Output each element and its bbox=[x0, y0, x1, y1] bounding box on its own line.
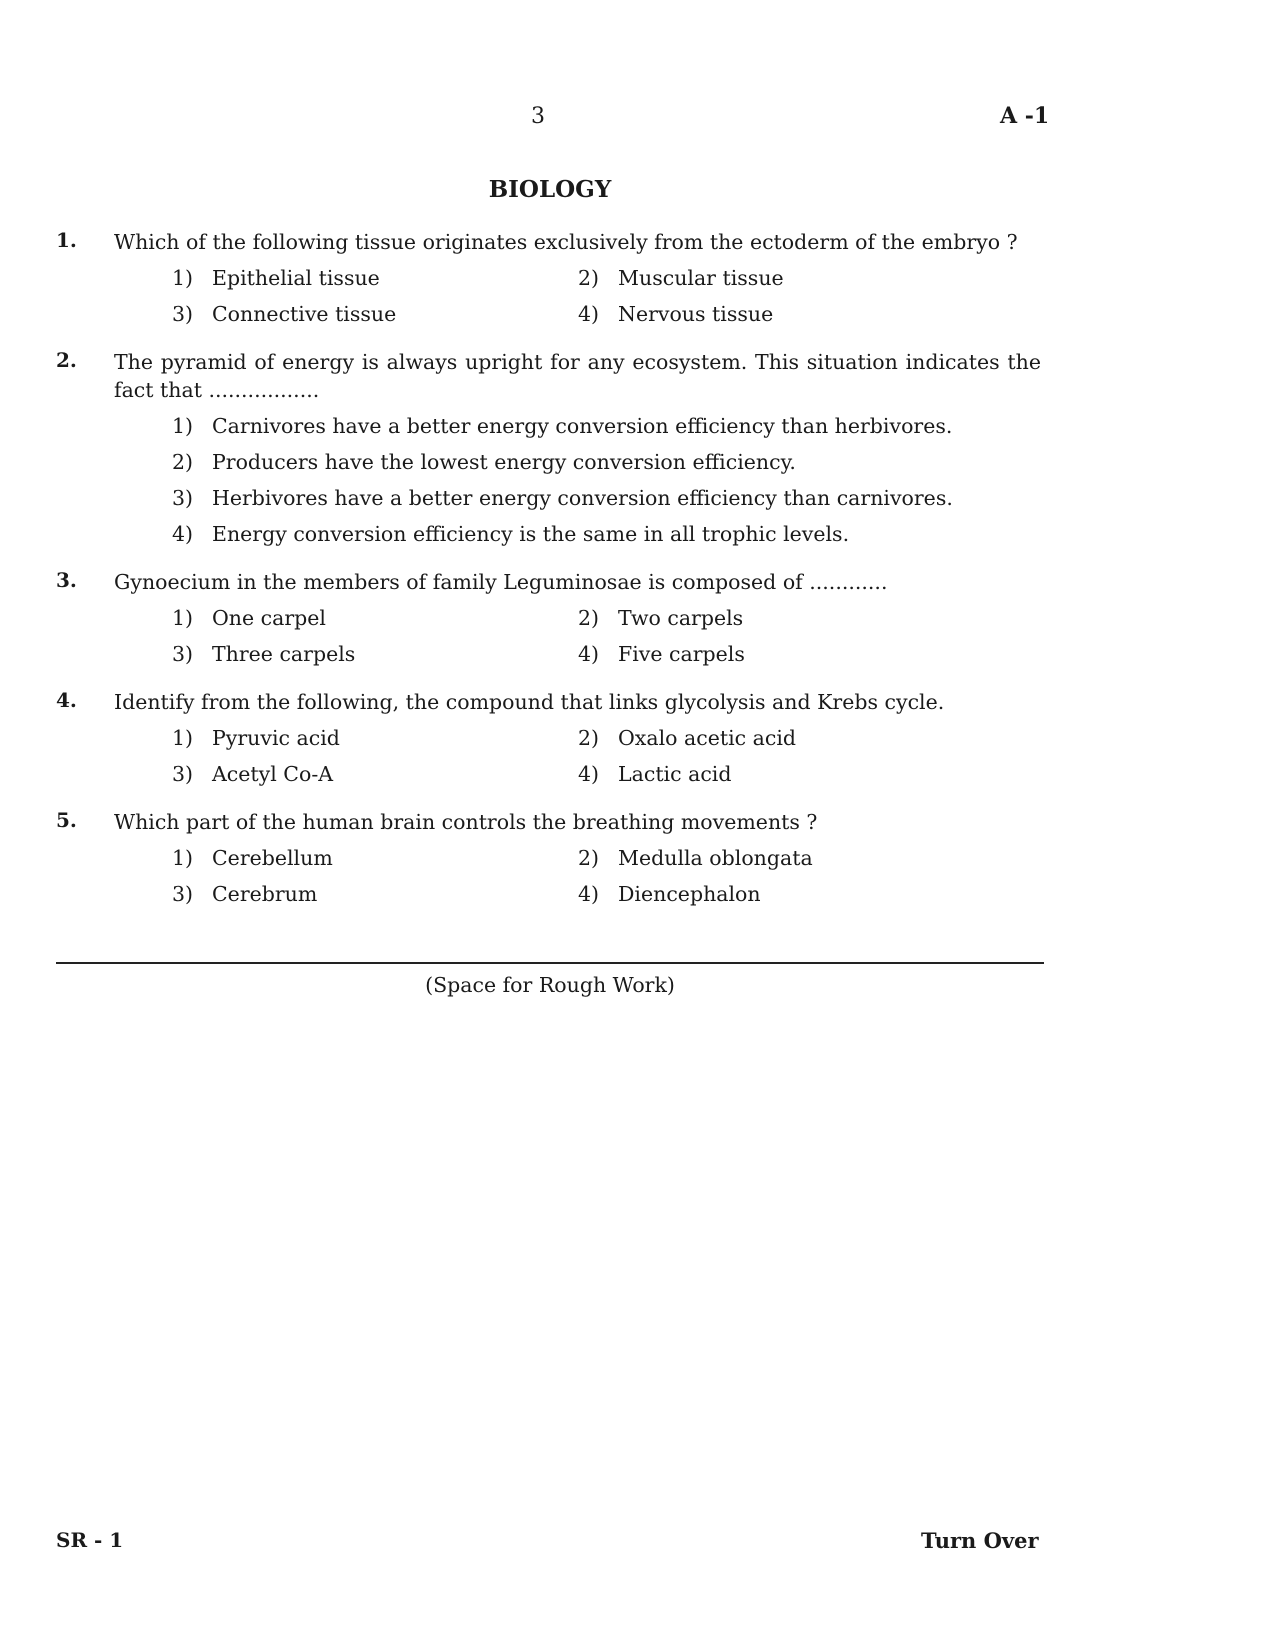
question-number: 1. bbox=[56, 228, 77, 252]
option-text: Cerebrum bbox=[212, 882, 318, 906]
option-2 bbox=[578, 844, 978, 872]
question-1 bbox=[56, 228, 1041, 328]
option-number: 2) bbox=[578, 266, 600, 290]
option-number: 2) bbox=[578, 846, 600, 870]
question-4 bbox=[56, 688, 1041, 788]
option-text: Pyruvic acid bbox=[212, 726, 340, 750]
option-number: 2) bbox=[172, 450, 194, 474]
option-text: Herbivores have a better energy conversion efficiency than carnivores. bbox=[212, 486, 953, 510]
option-2 bbox=[172, 448, 1041, 476]
option-3 bbox=[172, 300, 578, 328]
option-text: Cerebellum bbox=[212, 846, 333, 870]
series-code: SR - 1 bbox=[56, 1528, 124, 1552]
option-text: Medulla oblongata bbox=[618, 846, 813, 870]
options bbox=[172, 604, 1041, 668]
option-text: Nervous tissue bbox=[618, 302, 774, 326]
option-number: 2) bbox=[578, 726, 600, 750]
options bbox=[172, 724, 1041, 788]
option-number: 2) bbox=[578, 606, 600, 630]
option-number: 4) bbox=[578, 302, 600, 326]
option-number: 3) bbox=[172, 882, 194, 906]
question-5 bbox=[56, 808, 1041, 908]
option-4 bbox=[578, 300, 978, 328]
rough-work-label: (Space for Rough Work) bbox=[425, 973, 675, 997]
option-number: 1) bbox=[172, 846, 194, 870]
option-text: One carpel bbox=[212, 606, 326, 630]
option-2 bbox=[578, 724, 978, 752]
option-text: Lactic acid bbox=[618, 762, 732, 786]
option-text: Energy conversion efficiency is the same in all trophic levels. bbox=[212, 522, 850, 546]
option-text: Connective tissue bbox=[212, 302, 397, 326]
option-text: Diencephalon bbox=[618, 882, 761, 906]
option-4 bbox=[578, 760, 978, 788]
turn-over-label: Turn Over bbox=[921, 1528, 1039, 1553]
option-number: 4) bbox=[578, 642, 600, 666]
question-text: The pyramid of energy is always upright for any ecosystem. This situation indicates the fact that ................. bbox=[114, 350, 1041, 402]
rough-work-divider bbox=[56, 962, 1044, 964]
option-text: Epithelial tissue bbox=[212, 266, 380, 290]
option-number: 3) bbox=[172, 302, 194, 326]
options bbox=[172, 412, 1041, 548]
question-number: 3. bbox=[56, 568, 77, 592]
option-4 bbox=[578, 640, 978, 668]
option-text: Muscular tissue bbox=[618, 266, 784, 290]
question-3 bbox=[56, 568, 1041, 668]
question-number: 4. bbox=[56, 688, 77, 712]
option-text: Oxalo acetic acid bbox=[618, 726, 797, 750]
option-4 bbox=[578, 880, 978, 908]
subject-title: BIOLOGY bbox=[488, 176, 612, 203]
option-number: 1) bbox=[172, 266, 194, 290]
option-3 bbox=[172, 760, 578, 788]
option-number: 1) bbox=[172, 606, 194, 630]
option-3 bbox=[172, 880, 578, 908]
options bbox=[172, 844, 1041, 908]
option-number: 4) bbox=[172, 522, 194, 546]
question-text: Which part of the human brain controls the breathing movements ? bbox=[114, 810, 818, 834]
option-2 bbox=[578, 604, 978, 632]
option-number: 3) bbox=[172, 762, 194, 786]
option-1 bbox=[172, 264, 578, 292]
option-text: Three carpels bbox=[212, 642, 356, 666]
option-text: Producers have the lowest energy conversion efficiency. bbox=[212, 450, 796, 474]
paper-code: A -1 bbox=[1000, 103, 1050, 129]
option-1 bbox=[172, 844, 578, 872]
option-text: Carnivores have a better energy conversion efficiency than herbivores. bbox=[212, 414, 953, 438]
option-number: 3) bbox=[172, 642, 194, 666]
option-number: 3) bbox=[172, 486, 194, 510]
option-number: 1) bbox=[172, 726, 194, 750]
question-text: Which of the following tissue originates exclusively from the ectoderm of the embryo ? bbox=[114, 230, 1018, 254]
option-1 bbox=[172, 412, 1041, 440]
option-4 bbox=[172, 520, 1041, 548]
question-text: Identify from the following, the compound that links glycolysis and Krebs cycle. bbox=[114, 690, 945, 714]
option-number: 1) bbox=[172, 414, 194, 438]
option-number: 4) bbox=[578, 762, 600, 786]
option-text: Acetyl Co-A bbox=[212, 762, 334, 786]
option-2 bbox=[578, 264, 978, 292]
option-text: Two carpels bbox=[618, 606, 744, 630]
option-number: 4) bbox=[578, 882, 600, 906]
option-text: Five carpels bbox=[618, 642, 745, 666]
option-1 bbox=[172, 724, 578, 752]
question-number: 5. bbox=[56, 808, 77, 832]
question-text: Gynoecium in the members of family Leguminosae is composed of ............ bbox=[114, 570, 888, 594]
options bbox=[172, 264, 1041, 328]
question-2 bbox=[56, 348, 1041, 548]
question-list bbox=[56, 228, 1041, 928]
option-3 bbox=[172, 484, 1041, 512]
question-number: 2. bbox=[56, 348, 77, 372]
page-number: 3 bbox=[531, 104, 545, 129]
option-3 bbox=[172, 640, 578, 668]
option-1 bbox=[172, 604, 578, 632]
